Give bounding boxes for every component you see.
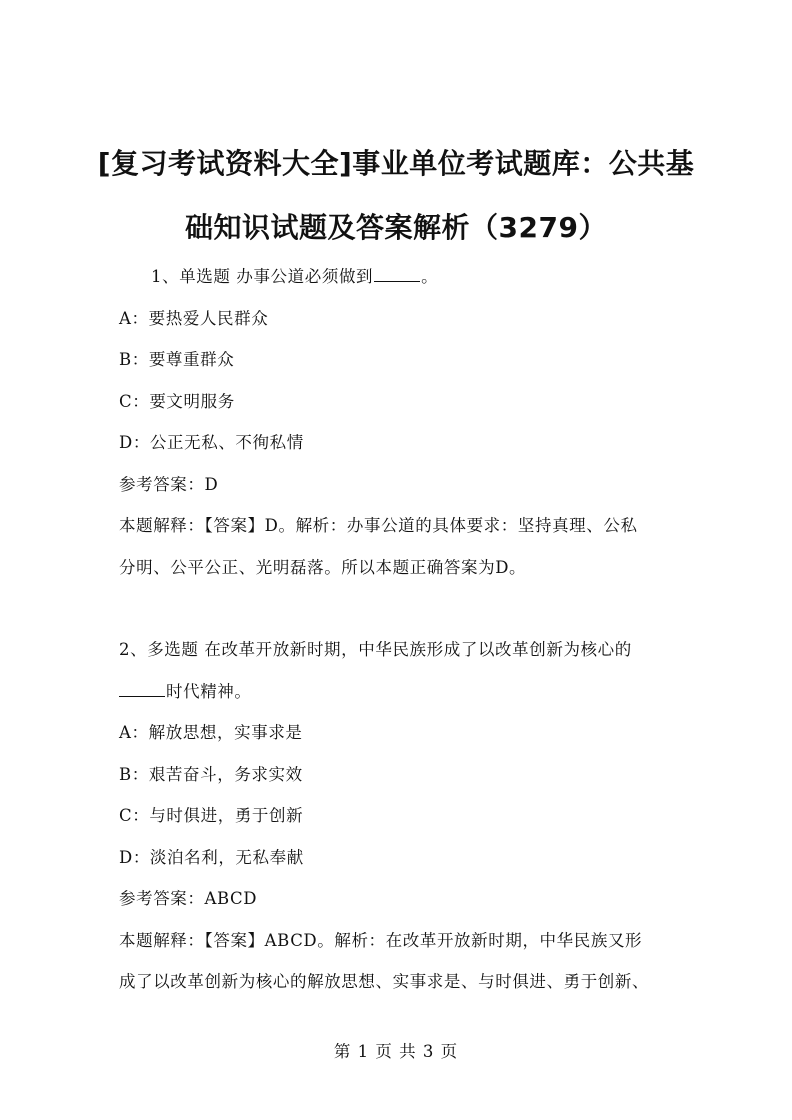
question-1-option-d: D：公正无私、不徇私情 [119, 433, 304, 452]
question-2-answer: 参考答案：ABCD [119, 889, 258, 908]
question-2-prompt-line-2 [119, 680, 252, 704]
question-2-option-d: D：淡泊名利，无私奉献 [119, 848, 304, 867]
question-1-prompt-end: 。 [421, 267, 439, 286]
question-1-prompt-text: 1、单选题 办事公道必须做到 [151, 267, 374, 286]
question-1-option-a: A：要热爱人民群众 [119, 309, 269, 328]
question-1-option-b: B：要尊重群众 [119, 350, 235, 369]
document-title-line-1: [复习考试资料大全]事业单位考试题库：公共基 [97, 147, 695, 180]
answer-blank [374, 267, 420, 282]
question-1-option-c: C：要文明服务 [119, 392, 235, 411]
question-2-explanation-line-1: 本题解释：【答案】ABCD。解析：在改革开放新时期，中华民族又形 [119, 931, 643, 950]
question-2-option-a: A：解放思想，实事求是 [119, 723, 303, 742]
document-title-line-2: 础知识试题及答案解析（3279） [185, 211, 607, 244]
question-2-explanation-line-2: 成了以改革创新为核心的解放思想、实事求是、与时俱进、勇于创新、 [119, 972, 650, 991]
question-1-explanation-line-2: 分明、公平公正、光明磊落。所以本题正确答案为D。 [119, 558, 527, 577]
question-2-option-c: C：与时俱进，勇于创新 [119, 806, 304, 825]
answer-blank [119, 682, 165, 697]
question-1-explanation-line-1: 本题解释：【答案】D。解析：办事公道的具体要求：坚持真理、公私 [119, 516, 638, 535]
question-2-option-b: B：艰苦奋斗，务求实效 [119, 765, 303, 784]
page-number-footer: 第 1 页 共 3 页 [333, 1042, 459, 1061]
question-2-prompt-end: 时代精神。 [166, 682, 252, 701]
question-1-prompt [151, 265, 438, 289]
question-1-answer: 参考答案：D [119, 475, 219, 494]
question-2-prompt: 2、多选题 在改革开放新时期，中华民族形成了以改革创新为核心的 [119, 640, 632, 659]
